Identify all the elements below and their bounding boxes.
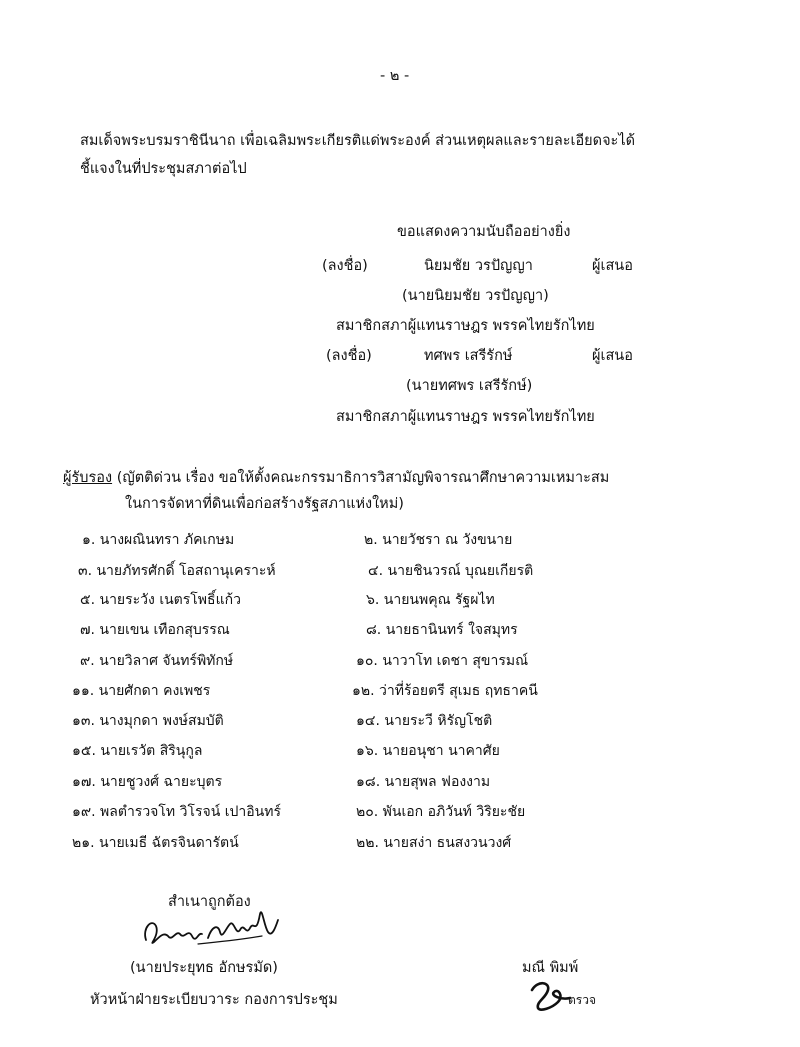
signatory-1-label: (ลงชื่อ) bbox=[322, 258, 368, 274]
member-5: ๕. นายระวัง เนตรโพธิ์แก้ว bbox=[80, 592, 241, 608]
member-18: ๑๘. นายสุพล ฟองงาม bbox=[356, 774, 491, 790]
body-line-2: ชี้แจงในที่ประชุมสภาต่อไป bbox=[80, 161, 247, 177]
member-21: ๒๑. นายเมธี ฉัตรจินดารัตน์ bbox=[72, 835, 239, 851]
member-12: ๑๒. ว่าที่ร้อยตรี สุเมธ ฤทธาคนี bbox=[352, 683, 538, 699]
member-10: ๑๐. นาวาโท เดชา สุขารมณ์ bbox=[356, 653, 529, 669]
member-17: ๑๗. นายชูวงศ์ ฉายะบุตร bbox=[72, 774, 223, 790]
endorsement-heading-line bbox=[63, 468, 609, 488]
certifier-name: (นายประยุทธ อักษรมัด) bbox=[130, 960, 278, 976]
signatory-1-role: ผู้เสนอ bbox=[592, 258, 633, 274]
member-19: ๑๙. พลตำรวจโท วิโรจน์ เปาอินทร์ bbox=[72, 804, 281, 820]
endorsement-heading: ผู้รับรอง bbox=[63, 470, 113, 486]
signatory-2-label: (ลงชื่อ) bbox=[326, 348, 372, 364]
signatory-2-position: สมาชิกสภาผู้แทนราษฎร พรรคไทยรักไทย bbox=[336, 409, 595, 425]
member-14: ๑๔. นายระวี หิรัญโชติ bbox=[356, 713, 493, 729]
certifier-title: หัวหน้าฝ่ายระเบียบวาระ กองการประชุม bbox=[90, 992, 338, 1008]
certifier-signature bbox=[138, 906, 283, 954]
member-20: ๒๐. พันเอก อภิวันท์ วิริยะชัย bbox=[356, 804, 526, 820]
member-3: ๓. นายภัทรศักดิ์ โอสถานุเคราะห์ bbox=[78, 563, 276, 579]
certification-label: สำเนาถูกต้อง bbox=[168, 894, 251, 910]
member-15: ๑๕. นายเรวัต สิรินุกูล bbox=[72, 743, 203, 759]
checker-note: ตรวจ bbox=[568, 993, 597, 1007]
signatory-1-position: สมาชิกสภาผู้แทนราษฎร พรรคไทยรักไทย bbox=[336, 318, 595, 334]
member-22: ๒๒. นายสง่า ธนสงวนวงศ์ bbox=[356, 835, 512, 851]
signatory-2-full-name: (นายทศพร เสรีรักษ์) bbox=[406, 378, 533, 394]
signatory-1-signed-name: นิยมชัย วรปัญญา bbox=[424, 258, 533, 274]
member-16: ๑๖. นายอนุชา นาคาศัย bbox=[356, 743, 500, 759]
signatory-2-signed-name: ทศพร เสรีรักษ์ bbox=[424, 348, 513, 364]
signatory-2-role: ผู้เสนอ bbox=[592, 348, 633, 364]
member-1: ๑. นางผณินทรา ภัคเกษม bbox=[82, 532, 235, 548]
endorsement-subject-line-2: ในการจัดหาที่ดินเพื่อก่อสร้างรัฐสภาแห่งใหม่) bbox=[125, 496, 404, 512]
member-6: ๖. นายนพคุณ รัฐผไท bbox=[366, 592, 495, 608]
checker-initials bbox=[528, 978, 572, 1014]
body-line-1: สมเด็จพระบรมราชินีนาถ เพื่อเฉลิมพระเกียรติแด่พระองค์ ส่วนเหตุผลและรายละเอียดจะได้ bbox=[80, 133, 636, 149]
page-number: - ๒ - bbox=[380, 68, 410, 84]
endorsement-subject-line-1: (ญัตติด่วน เรื่อง ขอให้ตั้งคณะกรรมาธิการวิสามัญพิจารณาศึกษาความเหมาะสม bbox=[116, 470, 610, 486]
closing-phrase: ขอแสดงความนับถืออย่างยิ่ง bbox=[397, 224, 571, 240]
member-9: ๙. นายวิลาศ จันทร์พิทักษ์ bbox=[80, 653, 234, 669]
member-8: ๘. นายธานินทร์ ใจสมุทร bbox=[366, 622, 518, 638]
member-7: ๗. นายเขน เทือกสุบรรณ bbox=[80, 622, 230, 638]
member-11: ๑๑. นายศักดา คงเพชร bbox=[72, 683, 211, 699]
member-4: ๔. นายชินวรณ์ บุณยเกียรติ bbox=[368, 563, 534, 579]
member-2: ๒. นายวัชรา ณ วังขนาย bbox=[364, 532, 513, 548]
member-13: ๑๓. นางมุกดา พงษ์สมบัติ bbox=[72, 713, 224, 729]
signatory-1-full-name: (นายนิยมชัย วรปัญญา) bbox=[402, 288, 549, 304]
typist-note: มณี พิมพ์ bbox=[522, 960, 579, 976]
